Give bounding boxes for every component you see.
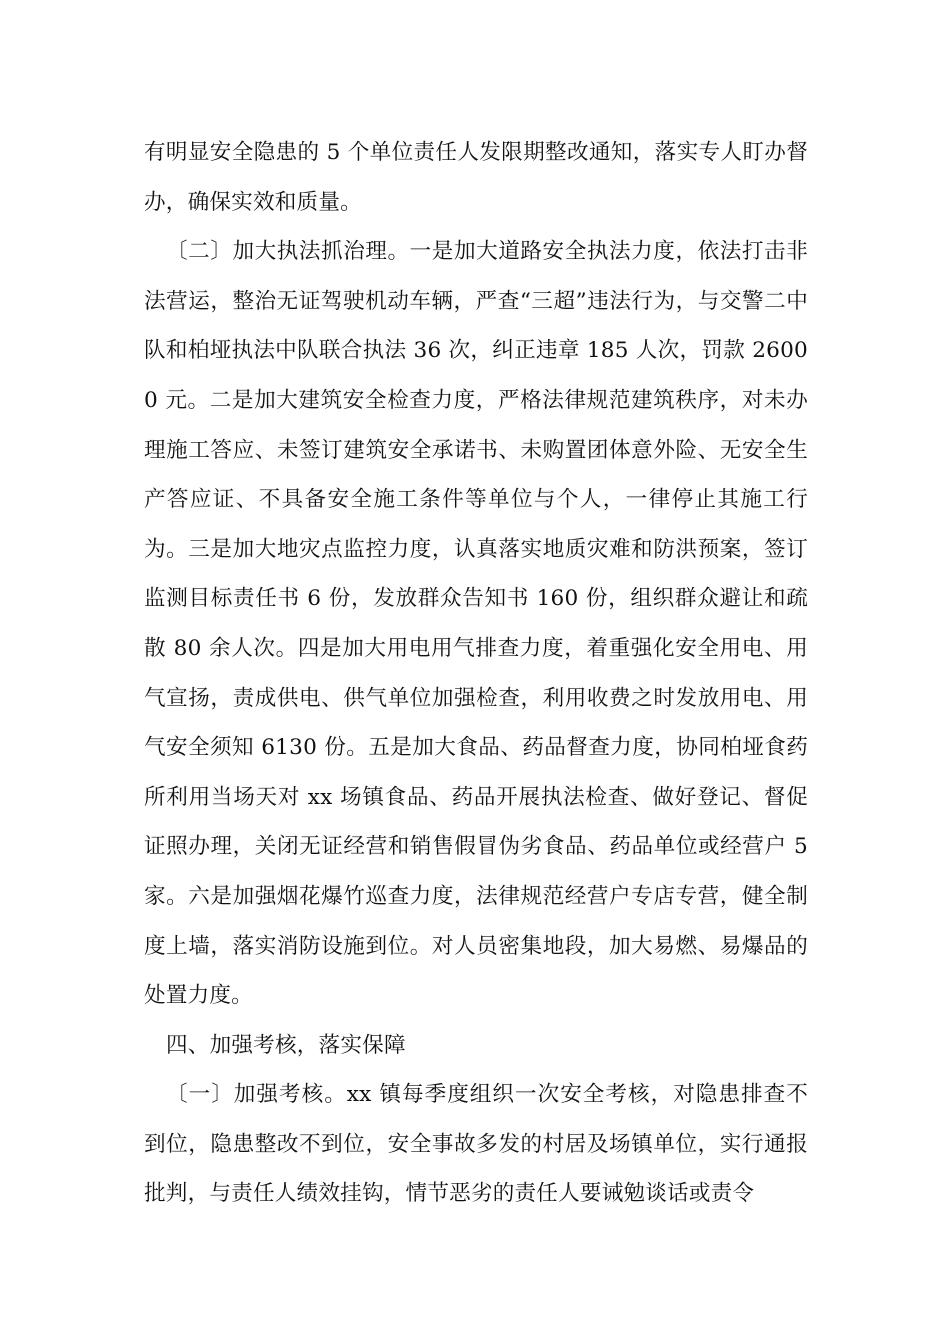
paragraph-enforcement: 〔二〕加大执法抓治理。一是加大道路安全执法力度，依法打击非法营运，整治无证驾驶机动车辆，严查“三超”违法行为，与交警二中队和柏垭执法中队联合执法 36 次，纠正违章 185 人次，罚款 26000 元。二是加大建筑安全检查力度，严格法律规范建筑秩序，对未办理施工答应、未签订建筑安全承诺书、未购置团体意外险、无安全生产答应证、不具备安全施工条件等单位与个人，一律停止其施工行为。三是加大地灾点监控力度，认真落实地质灾难和防洪预案，签订监测目标责任书 6 份，发放群众告知书 160 份，组织群众避让和疏散 80 余人次。四是加大用电用气排查力度，着重强化安全用电、用气宣扬，责成供电、供气单位加强检查，利用收费之时发放用电、用气安全须知 6130 份。五是加大食品、药品督查力度，协同柏垭食药所利用当场天对 xx 场镇食品、药品开展执法检查、做好登记、督促证照办理，关闭无证经营和销售假冒伪劣食品、药品单位或经营户 5 家。六是加强烟花爆竹巡查力度，法律规范经营户专店专营，健全制度上墙，落实消防设施到位。对人员密集地段，加大易燃、易爆品的处置力度。 (144, 239, 808, 1009)
paragraph-assessment: 〔一〕加强考核。xx 镇每季度组织一次安全考核，对隐患排查不到位，隐患整改不到位，安全事故多发的村居及场镇单位，实行通报批判，与责任人绩效挂钩，情节恶劣的责任人要诫勉谈话或责令 (144, 1082, 808, 1207)
paragraph-continuation: 有明显安全隐患的 5 个单位责任人发限期整改通知，落实专人盯办督办，确保实效和质量。 (144, 140, 808, 215)
section-heading: 四、加强考核，落实保障 (166, 1032, 406, 1058)
document-body (144, 128, 808, 1219)
